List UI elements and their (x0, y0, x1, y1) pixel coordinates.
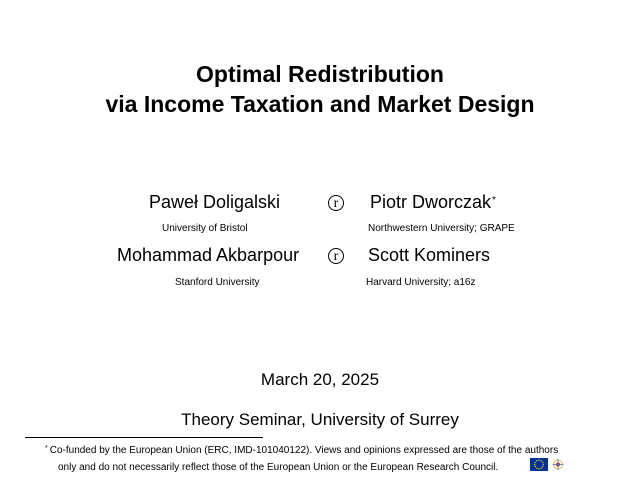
affiliation-harvard: Harvard University; a16z (366, 277, 476, 288)
footnote-line-1-text: Co-funded by the European Union (ERC, IMD-101040122). Views and opinions expressed are those of the authors (49, 445, 559, 456)
footnote-line-2: only and do not necessarily reflect those of the European Union or the European Research Council. (58, 462, 499, 473)
affiliation-northwestern: Northwestern University; GRAPE (368, 223, 515, 234)
eu-flag-icon (530, 458, 548, 471)
author-dworczak-name: Piotr Dworczak (370, 192, 492, 212)
author-akbarpour: Mohammad Akbarpour (117, 245, 300, 265)
author-dworczak (370, 191, 496, 213)
title-line-1: Optimal Redistribution (196, 61, 444, 87)
footnote-mark: * (45, 445, 48, 452)
presentation-date: March 20, 2025 (260, 370, 380, 389)
event-name: Theory Seminar, University of Surrey (181, 410, 459, 429)
author-kominers: Scott Kominers (368, 245, 491, 265)
author-doligalski: Paweł Doligalski (149, 192, 281, 212)
title-line-2: via Income Taxation and Market Design (105, 91, 535, 117)
footnote-line-1 (45, 444, 558, 457)
erc-logo-icon (551, 458, 565, 471)
affiliation-bristol: University of Bristol (162, 223, 248, 234)
circled-r-separator-1: r (328, 195, 344, 211)
author-dworczak-footnote-mark: * (492, 195, 496, 206)
affiliation-stanford: Stanford University (175, 277, 260, 288)
circled-r-separator-2: r (328, 248, 344, 264)
footnote-rule (25, 437, 263, 438)
